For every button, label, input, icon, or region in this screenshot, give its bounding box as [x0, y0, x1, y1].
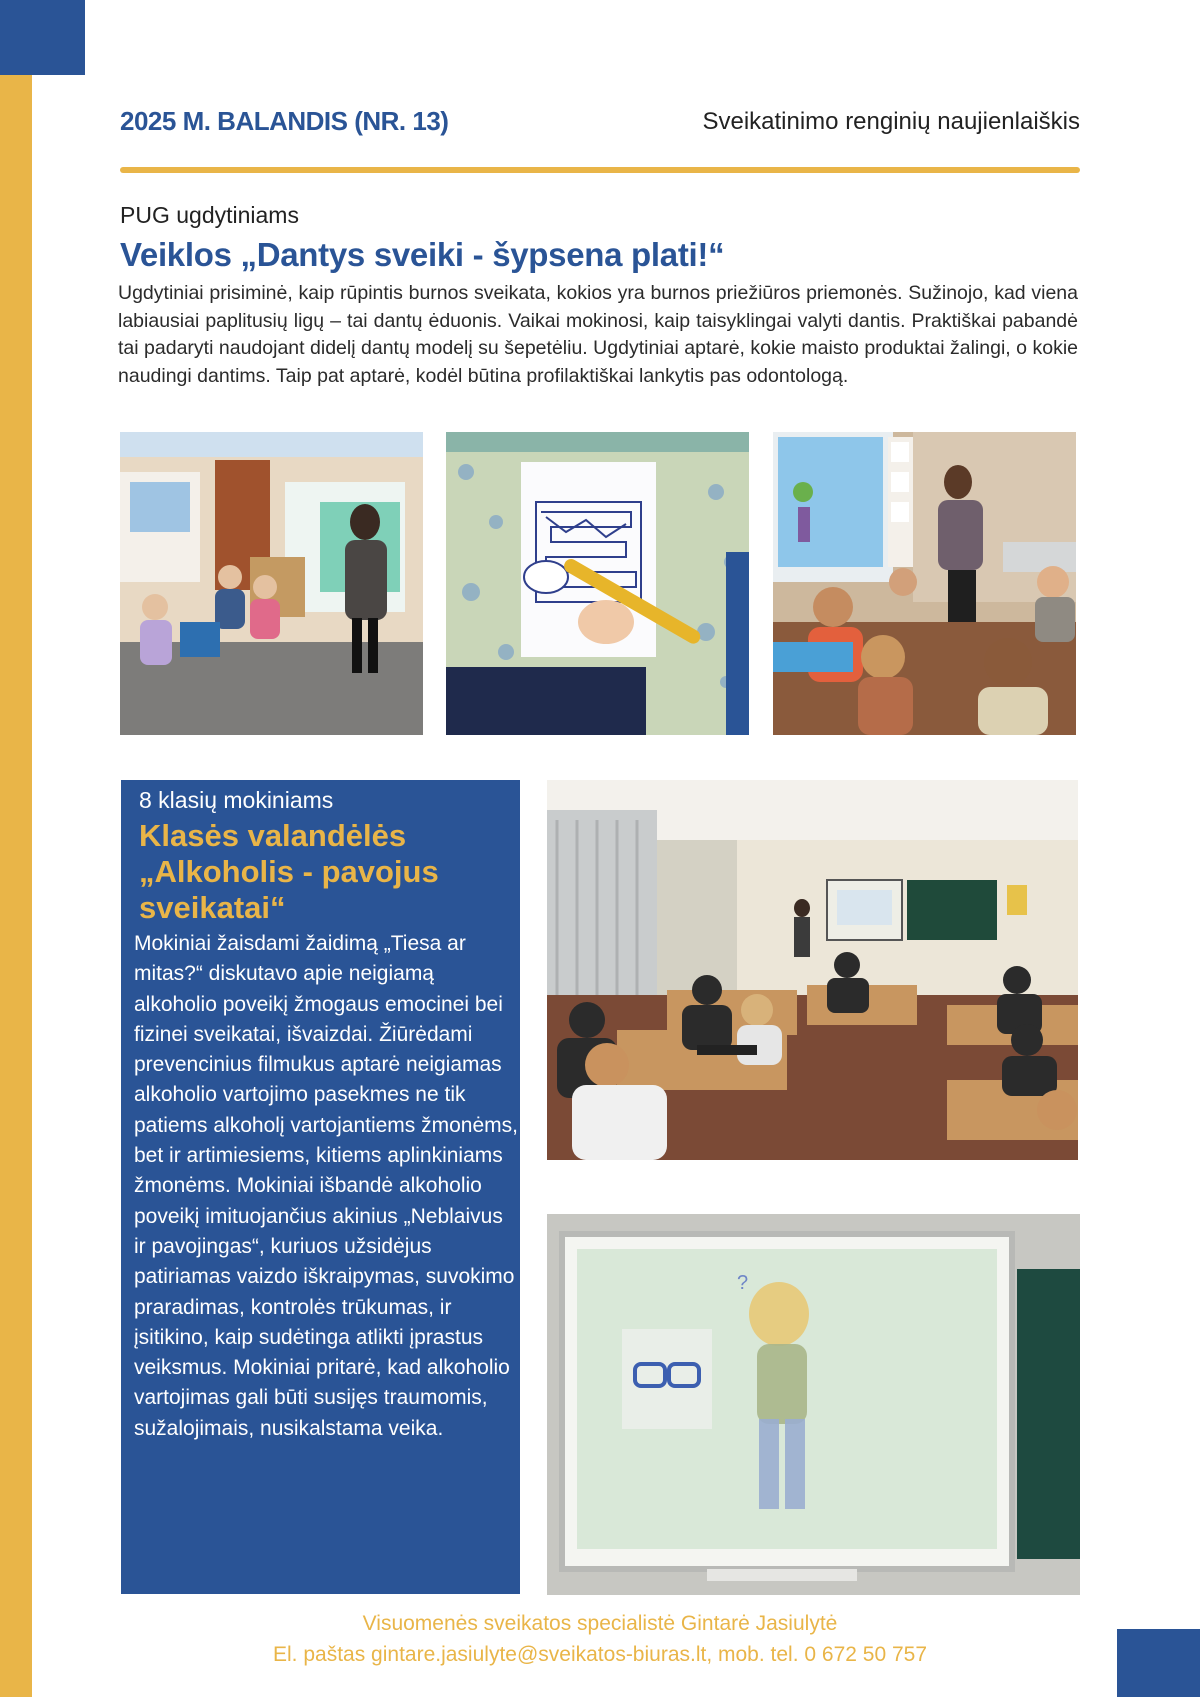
photo-classroom-teacher [120, 432, 423, 735]
photo-maze-worksheet [446, 432, 749, 735]
section1-audience: PUG ugdytiniams [120, 202, 299, 228]
section2-body: Mokiniai žaisdami žaidimą „Tiesa ar mitas?“ diskutavo apie neigiamą alkoholio poveikį žmogaus emocinei bei fizinei sveikatai, išvaizdai. Žiūrėdami prevencinius filmukus aptarė neigiamas alkoholio vartojimo pasekmes ne tik patiems alkoholį vartojantiems žmonėms, bet ir artimiesiems, kitiems aplinkiniams žmonėms. Mokiniai išbandė alkoholio poveikį imituojančius akinius „Neblaivus ir pavojingas“, kuriuos užsidėjus patiriamas vaizdo iškraipymas, suvokimo praradimas, kontrolės trūkumas, ir įsitikino, kaip sudėtinga atlikti įprastus veiksmus. Mokiniai pritarė, kad alkoholio vartojimas gali būti susijęs traumomis, sužalojimais, nusikalstama veika. [134, 932, 518, 1440]
section2-audience: 8 klasių mokiniams [139, 787, 334, 813]
corner-block-top-left [0, 0, 85, 75]
photo-teacher-presentation [773, 432, 1076, 735]
header-divider [120, 167, 1080, 173]
section1-body: Ugdytiniai prisiminė, kaip rūpintis burnos sveikata, kokios yra burnos priežiūros priemonės. Sužinojo, kad viena labiausiai paplitusių ligų – tai dantų ėduonis. Vaikai mokinosi, kaip taisyklingai valyti dantis. Praktiškai pabandė tai padaryti naudojant didelį dantų modelį su šepetėliu. Ugdytiniai aptarė, kokie maisto produktai žalingi, o kokie naudingi dantims. Taip pat aptarė, kodėl būtina profilaktiškai lankytis pas odontologą. [118, 282, 1078, 387]
newsletter-title: Sveikatinimo renginių naujienlaiškis [702, 108, 1080, 135]
photo-classroom-lecture [547, 780, 1078, 1160]
section2-title: Klasės valandėlės „Alkoholis - pavojus sveikatai“ [139, 818, 439, 925]
footer-specialist: Visuomenės sveikatos specialistė Gintarė Jasiulytė [362, 1612, 838, 1635]
svg-text:?: ? [737, 1272, 749, 1294]
section1-title: Veiklos „Dantys sveiki - šypsena plati!“ [120, 236, 725, 273]
issue-label: 2025 M. BALANDIS (NR. 13) [120, 106, 449, 136]
left-accent-stripe [0, 0, 32, 1697]
photo-projector-glasses [547, 1214, 1080, 1595]
footer-contact: El. paštas gintare.jasiulyte@sveikatos-biuras.lt, mob. tel. 0 672 50 757 [273, 1643, 927, 1666]
